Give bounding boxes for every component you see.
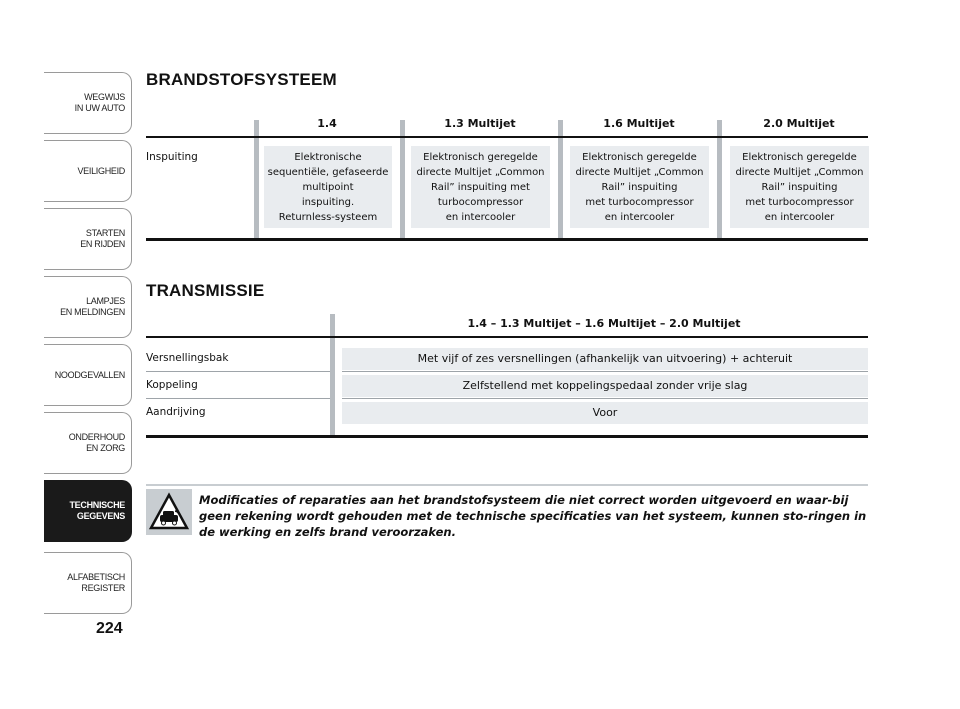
fuel-section-title: BRANDSTOFSYSTEEM [146,70,337,89]
cell-line: Returnless-systeem [278,211,378,223]
row-divider [342,398,868,399]
column-header: 1.4 – 1.3 Multijet – 1.6 Multijet – 2.0 Multijet [467,317,741,330]
row-divider [342,371,868,372]
cell-line: turbocompressor [437,196,524,208]
tab-technische-gegevens[interactable] [44,480,132,542]
tab-label: STARTEN [85,228,125,238]
drive-value: Voor [342,402,868,424]
cell-line: Elektronisch geregelde [742,151,857,163]
tab-label: GEGEVENS [76,511,125,521]
table-rule [146,238,868,241]
column-divider [330,314,335,438]
cell-line: en intercooler [764,211,835,223]
tab-wegwijs[interactable] [44,72,132,134]
cell-line: en intercooler [445,211,516,223]
cell-line: directe Multijet „Common [735,166,864,178]
table-rule [146,336,868,338]
car-fire-warning-icon [146,489,192,535]
row-label: Inspuiting [146,151,198,163]
tab-label: ALFABETISCH [67,572,125,582]
cell-line: Rail” inspuiting [601,181,678,193]
fuel-cell-1-6-multijet [570,146,709,228]
fuel-cell-2-0-multijet [730,146,869,228]
column-header: 1.3 Multijet [444,117,516,130]
row-label: Versnellingsbak [146,352,229,364]
tab-veiligheid[interactable] [44,140,132,202]
column-divider [717,120,722,240]
tab-noodgevallen[interactable] [44,344,132,406]
tab-label: EN MELDINGEN [60,307,125,317]
tab-label: WEGWIJS [84,92,125,102]
page-number: 224 [96,620,123,637]
tab-starten[interactable] [44,208,132,270]
cell-line: Rail” inspuiting met [431,181,530,193]
row-divider [146,398,330,399]
row-label: Aandrijving [146,406,206,418]
cell-line: multipoint [302,181,354,193]
row-label: Koppeling [146,379,198,391]
cell-line: sequentiële, gefaseerde [267,166,389,178]
tab-label: ONDERHOUD [68,432,125,442]
table-rule [146,435,868,438]
column-header: 2.0 Multijet [763,117,835,130]
fuel-cell-1-3-multijet [411,146,550,228]
tab-label: VEILIGHEID [77,165,125,176]
tab-label: IN UW AUTO [74,103,125,113]
tab-alfabetisch[interactable] [44,552,132,614]
warning-text: Modificaties of reparaties aan het brandstofsysteem die niet correct worden uitgevoerd en waar-bij geen rekening wordt gehouden met de technische specificaties van het systeem, kunnen sto-ringen in de werking en zelfs brand veroorzaken. [199,493,867,539]
cell-line: Rail” inspuiting [761,181,838,193]
column-header: 1.4 [317,117,337,130]
tab-lampjes[interactable] [44,276,132,338]
column-header: 1.6 Multijet [603,117,675,130]
fuel-cell-1-4 [264,146,392,228]
tab-onderhoud[interactable] [44,412,132,474]
cell-line: directe Multijet „Common [575,166,704,178]
clutch-value: Zelfstellend met koppelingspedaal zonder vrije slag [342,375,868,397]
tab-label: EN ZORG [86,443,125,453]
table-rule [146,136,868,138]
cell-line: directe Multijet „Common [416,166,545,178]
column-divider [558,120,563,240]
tab-label: TECHNISCHE [69,500,125,510]
tab-label: REGISTER [81,583,125,593]
cell-line: en intercooler [604,211,675,223]
transmission-section-title: TRANSMISSIE [146,281,265,300]
tab-label: LAMPJES [86,296,125,306]
tab-label: NOODGEVALLEN [54,369,125,380]
cell-line: Elektronisch geregelde [423,151,538,163]
cell-line: Elektronisch geregelde [582,151,697,163]
cell-line: met turbocompressor [745,196,854,208]
cell-line: inspuiting. [301,196,355,208]
gearbox-value: Met vijf of zes versnellingen (afhankelijk van uitvoering) + achteruit [342,348,868,370]
warning-rule [146,484,868,486]
column-divider [254,120,259,240]
column-divider [400,120,405,240]
row-divider [146,371,330,372]
cell-line: met turbocompressor [585,196,694,208]
tab-label: EN RIJDEN [80,239,125,249]
cell-line: Elektronische [294,151,362,163]
